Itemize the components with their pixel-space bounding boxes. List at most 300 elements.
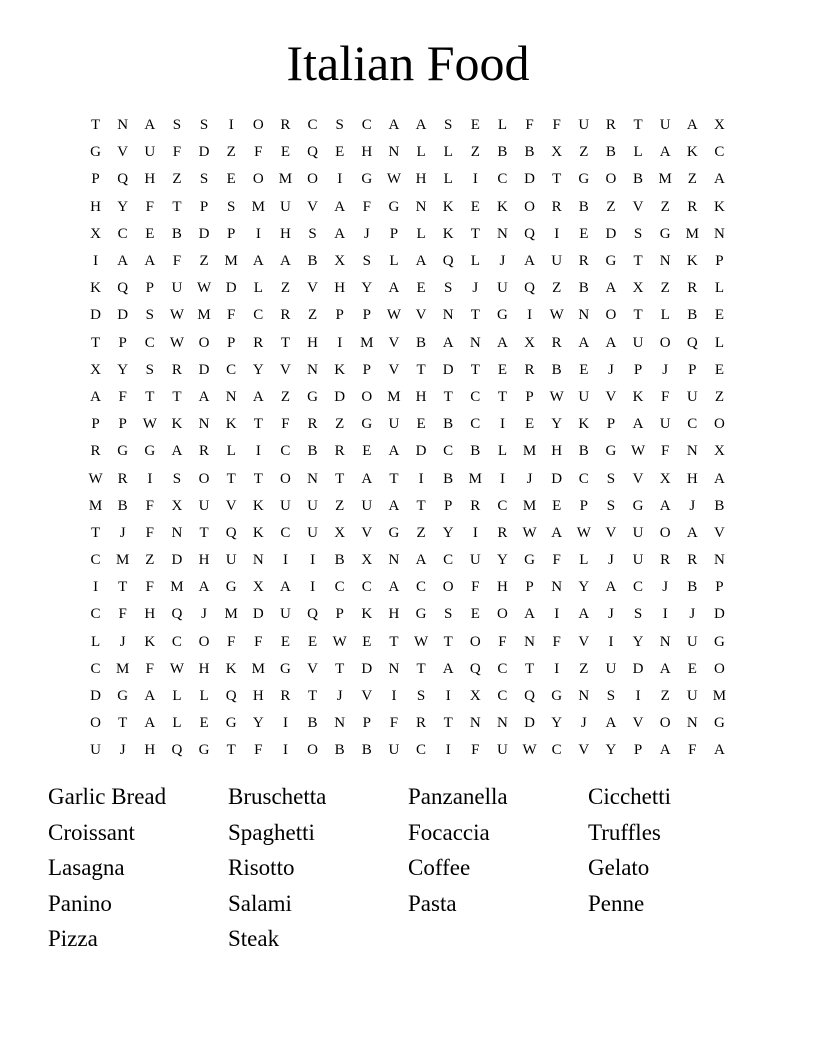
grid-letter[interactable]: R [497, 524, 508, 541]
grid-letter[interactable]: I [255, 443, 261, 460]
grid-letter[interactable]: P [688, 361, 697, 378]
grid-letter[interactable]: S [145, 307, 154, 324]
grid-letter[interactable]: G [280, 660, 291, 677]
grid-letter[interactable]: Q [469, 660, 481, 677]
grid-letter[interactable]: S [199, 171, 209, 188]
grid-letter[interactable]: E [714, 361, 725, 378]
grid-letter[interactable]: W [386, 307, 402, 324]
grid-letter[interactable]: B [361, 742, 372, 759]
grid-letter[interactable]: X [334, 253, 346, 270]
grid-letter[interactable]: J [662, 579, 669, 596]
grid-letter[interactable]: P [525, 388, 534, 405]
grid-letter[interactable]: F [118, 388, 127, 405]
grid-letter[interactable]: P [335, 606, 344, 623]
grid-letter[interactable]: E [416, 416, 426, 433]
grid-letter[interactable]: K [686, 253, 698, 270]
grid-letter[interactable]: D [605, 225, 617, 242]
grid-letter[interactable]: F [254, 633, 263, 650]
grid-letter[interactable]: J [689, 606, 696, 623]
grid-letter[interactable]: S [172, 470, 182, 487]
grid-letter[interactable]: X [90, 361, 101, 378]
grid-letter[interactable]: F [389, 715, 399, 732]
grid-letter[interactable]: C [90, 660, 101, 677]
grid-letter[interactable]: M [468, 470, 482, 487]
grid-letter[interactable]: L [253, 280, 263, 297]
grid-letter[interactable]: O [198, 633, 210, 650]
grid-letter[interactable]: V [632, 198, 644, 215]
grid-letter[interactable]: O [361, 388, 373, 405]
grid-letter[interactable]: H [415, 388, 427, 405]
grid-letter[interactable]: U [307, 524, 318, 541]
grid-letter[interactable]: X [551, 144, 563, 161]
grid-letter[interactable]: R [524, 361, 535, 378]
grid-letter[interactable]: U [686, 388, 698, 405]
grid-letter[interactable]: W [142, 416, 157, 433]
grid-letter[interactable]: B [714, 497, 725, 514]
grid-letter[interactable]: C [497, 660, 508, 677]
grid-letter[interactable]: Y [252, 715, 264, 732]
grid-letter[interactable]: K [225, 416, 237, 433]
grid-letter[interactable]: N [469, 334, 481, 351]
grid-letter[interactable]: I [554, 606, 560, 623]
grid-letter[interactable]: X [361, 552, 373, 569]
grid-letter[interactable]: R [687, 552, 698, 569]
grid-letter[interactable]: U [171, 280, 183, 297]
grid-letter[interactable]: T [226, 742, 236, 759]
grid-letter[interactable]: J [119, 633, 126, 650]
grid-letter[interactable]: E [199, 715, 209, 732]
grid-letter[interactable]: L [497, 443, 508, 460]
grid-letter[interactable]: D [442, 361, 454, 378]
grid-letter[interactable]: C [307, 117, 318, 134]
grid-letter[interactable]: G [415, 606, 427, 623]
grid-letter[interactable]: N [714, 552, 725, 569]
grid-letter[interactable]: N [198, 416, 210, 433]
grid-letter[interactable]: O [714, 660, 725, 677]
grid-letter[interactable]: N [415, 198, 427, 215]
grid-letter[interactable]: S [606, 688, 616, 705]
grid-letter[interactable]: E [307, 633, 318, 650]
grid-letter[interactable]: O [659, 715, 671, 732]
grid-letter[interactable]: L [714, 280, 725, 297]
grid-letter[interactable]: A [659, 144, 671, 161]
grid-letter[interactable]: H [144, 742, 156, 759]
grid-letter[interactable]: G [225, 715, 237, 732]
grid-letter[interactable]: C [578, 470, 589, 487]
grid-letter[interactable]: L [660, 307, 670, 324]
grid-letter[interactable]: O [442, 579, 454, 596]
grid-letter[interactable]: B [497, 144, 508, 161]
grid-letter[interactable]: C [361, 579, 372, 596]
grid-letter[interactable]: J [119, 524, 126, 541]
grid-letter[interactable]: Y [117, 361, 129, 378]
grid-letter[interactable]: D [551, 470, 563, 487]
grid-letter[interactable]: A [144, 688, 156, 705]
grid-letter[interactable]: V [225, 497, 237, 514]
grid-letter[interactable]: C [144, 334, 155, 351]
grid-letter[interactable]: A [144, 117, 156, 134]
grid-letter[interactable]: X [632, 280, 644, 297]
grid-letter[interactable]: S [227, 198, 236, 215]
grid-letter[interactable]: I [635, 688, 641, 705]
grid-letter[interactable]: A [144, 253, 156, 270]
grid-letter[interactable]: Y [361, 280, 373, 297]
grid-letter[interactable]: Z [552, 280, 562, 297]
grid-letter[interactable]: P [362, 715, 371, 732]
grid-letter[interactable]: K [90, 280, 101, 297]
grid-letter[interactable]: C [117, 225, 128, 242]
grid-letter[interactable]: K [334, 361, 346, 378]
grid-letter[interactable]: N [686, 443, 698, 460]
grid-letter[interactable]: G [578, 171, 590, 188]
grid-letter[interactable]: Q [171, 606, 183, 623]
grid-letter[interactable]: C [280, 524, 291, 541]
grid-letter[interactable]: Y [605, 742, 617, 759]
grid-letter[interactable]: I [147, 470, 153, 487]
grid-letter[interactable]: V [605, 524, 617, 541]
grid-letter[interactable]: I [445, 742, 451, 759]
grid-letter[interactable]: Z [307, 307, 318, 324]
grid-letter[interactable]: A [686, 117, 698, 134]
grid-letter[interactable]: A [388, 579, 400, 596]
grid-letter[interactable]: D [198, 144, 210, 161]
grid-letter[interactable]: E [335, 144, 345, 161]
grid-letter[interactable]: A [524, 606, 535, 623]
grid-letter[interactable]: T [497, 388, 508, 405]
grid-letter[interactable]: S [633, 225, 643, 242]
grid-letter[interactable]: C [497, 688, 508, 705]
grid-letter[interactable]: Z [606, 198, 616, 215]
grid-letter[interactable]: P [633, 742, 643, 759]
grid-letter[interactable]: C [714, 144, 725, 161]
grid-letter[interactable]: T [253, 416, 263, 433]
grid-letter[interactable]: L [470, 253, 480, 270]
grid-letter[interactable]: Z [660, 688, 670, 705]
grid-letter[interactable]: G [388, 198, 400, 215]
grid-letter[interactable]: Q [117, 280, 129, 297]
grid-letter[interactable]: T [280, 334, 291, 351]
grid-letter[interactable]: P [199, 198, 209, 215]
grid-letter[interactable]: E [687, 660, 697, 677]
grid-letter[interactable]: V [578, 633, 590, 650]
grid-letter[interactable]: U [469, 552, 481, 569]
grid-letter[interactable]: I [337, 171, 343, 188]
grid-letter[interactable]: I [527, 307, 533, 324]
grid-letter[interactable]: C [334, 579, 345, 596]
grid-letter[interactable]: K [252, 497, 264, 514]
grid-letter[interactable]: B [551, 361, 562, 378]
grid-letter[interactable]: U [686, 633, 698, 650]
grid-letter[interactable]: A [551, 524, 563, 541]
grid-letter[interactable]: W [522, 742, 537, 759]
grid-letter[interactable]: T [416, 361, 426, 378]
grid-letter[interactable]: N [225, 388, 237, 405]
grid-letter[interactable]: A [605, 334, 617, 351]
grid-letter[interactable]: C [443, 552, 454, 569]
grid-letter[interactable]: D [415, 443, 427, 460]
grid-letter[interactable]: A [605, 579, 617, 596]
grid-letter[interactable]: A [280, 253, 291, 270]
grid-letter[interactable]: T [633, 253, 643, 270]
grid-letter[interactable]: W [549, 388, 564, 405]
grid-letter[interactable]: L [633, 144, 643, 161]
grid-letter[interactable]: A [90, 388, 101, 405]
grid-letter[interactable]: W [169, 334, 185, 351]
grid-letter[interactable]: P [715, 579, 724, 596]
grid-letter[interactable]: Y [117, 198, 129, 215]
grid-letter[interactable]: I [255, 225, 261, 242]
grid-letter[interactable]: O [90, 715, 101, 732]
grid-letter[interactable]: R [334, 443, 345, 460]
grid-letter[interactable]: T [145, 388, 155, 405]
grid-letter[interactable]: F [471, 742, 480, 759]
grid-letter[interactable]: R [307, 416, 318, 433]
grid-letter[interactable]: D [361, 660, 373, 677]
grid-letter[interactable]: L [497, 117, 508, 134]
grid-letter[interactable]: V [117, 144, 129, 161]
grid-letter[interactable]: T [470, 361, 480, 378]
grid-letter[interactable]: B [578, 198, 589, 215]
grid-letter[interactable]: U [280, 198, 291, 215]
grid-letter[interactable]: A [415, 253, 427, 270]
grid-letter[interactable]: W [549, 307, 564, 324]
grid-letter[interactable]: K [497, 198, 508, 215]
grid-letter[interactable]: Y [578, 579, 590, 596]
grid-letter[interactable]: G [714, 715, 725, 732]
grid-letter[interactable]: S [172, 117, 182, 134]
grid-letter[interactable]: A [659, 742, 671, 759]
grid-letter[interactable]: I [228, 117, 234, 134]
grid-letter[interactable]: U [144, 144, 156, 161]
grid-letter[interactable]: A [334, 198, 346, 215]
grid-letter[interactable]: F [227, 633, 236, 650]
grid-letter[interactable]: T [90, 524, 101, 541]
grid-letter[interactable]: L [443, 171, 453, 188]
grid-letter[interactable]: V [280, 361, 291, 378]
grid-letter[interactable]: V [578, 742, 590, 759]
grid-letter[interactable]: T [90, 117, 101, 134]
grid-letter[interactable]: H [144, 606, 156, 623]
grid-letter[interactable]: I [662, 606, 668, 623]
grid-letter[interactable]: F [525, 117, 534, 134]
grid-letter[interactable]: J [336, 688, 343, 705]
grid-letter[interactable]: N [524, 633, 535, 650]
grid-letter[interactable]: E [362, 633, 372, 650]
grid-letter[interactable]: V [605, 388, 617, 405]
grid-letter[interactable]: S [606, 497, 616, 514]
grid-letter[interactable]: C [497, 171, 508, 188]
grid-letter[interactable]: P [227, 225, 236, 242]
grid-letter[interactable]: S [633, 606, 643, 623]
grid-letter[interactable]: U [90, 742, 101, 759]
grid-letter[interactable]: A [415, 552, 427, 569]
grid-letter[interactable]: I [282, 552, 288, 569]
grid-letter[interactable]: V [307, 198, 318, 215]
grid-letter[interactable]: W [386, 171, 402, 188]
grid-letter[interactable]: V [307, 660, 318, 677]
grid-letter[interactable]: F [498, 633, 507, 650]
grid-letter[interactable]: J [608, 361, 614, 378]
grid-letter[interactable]: V [632, 715, 644, 732]
grid-letter[interactable]: Z [579, 660, 589, 677]
grid-letter[interactable]: N [307, 470, 318, 487]
grid-letter[interactable]: C [633, 579, 644, 596]
grid-letter[interactable]: B [307, 715, 318, 732]
grid-letter[interactable]: O [307, 742, 318, 759]
grid-letter[interactable]: Z [470, 144, 480, 161]
grid-letter[interactable]: I [310, 579, 316, 596]
grid-letter[interactable]: U [497, 742, 508, 759]
grid-letter[interactable]: A [524, 253, 535, 270]
grid-letter[interactable]: B [578, 443, 589, 460]
grid-letter[interactable]: N [252, 552, 264, 569]
grid-letter[interactable]: N [388, 144, 400, 161]
grid-letter[interactable]: D [225, 280, 237, 297]
grid-letter[interactable]: N [497, 225, 508, 242]
grid-letter[interactable]: A [388, 280, 400, 297]
grid-letter[interactable]: I [608, 633, 614, 650]
grid-letter[interactable]: L [443, 144, 453, 161]
grid-letter[interactable]: R [117, 470, 128, 487]
grid-letter[interactable]: C [90, 606, 101, 623]
grid-letter[interactable]: M [224, 606, 238, 623]
grid-letter[interactable]: T [470, 307, 480, 324]
grid-letter[interactable]: N [469, 715, 481, 732]
grid-letter[interactable]: X [469, 688, 481, 705]
grid-letter[interactable]: A [388, 497, 400, 514]
grid-letter[interactable]: S [606, 470, 616, 487]
grid-letter[interactable]: R [578, 253, 589, 270]
grid-letter[interactable]: M [251, 660, 265, 677]
grid-letter[interactable]: E [226, 171, 236, 188]
grid-letter[interactable]: Q [225, 688, 237, 705]
grid-letter[interactable]: F [227, 307, 236, 324]
grid-letter[interactable]: I [554, 225, 560, 242]
grid-letter[interactable]: I [282, 715, 288, 732]
grid-letter[interactable]: Q [442, 253, 454, 270]
grid-letter[interactable]: B [605, 144, 616, 161]
grid-letter[interactable]: K [361, 606, 373, 623]
grid-letter[interactable]: D [198, 361, 210, 378]
grid-letter[interactable]: W [169, 307, 185, 324]
grid-letter[interactable]: D [198, 225, 210, 242]
grid-letter[interactable]: A [605, 715, 617, 732]
grid-letter[interactable]: A [442, 660, 454, 677]
grid-letter[interactable]: E [470, 606, 480, 623]
grid-letter[interactable]: G [361, 171, 373, 188]
grid-letter[interactable]: R [171, 361, 182, 378]
grid-letter[interactable]: M [522, 497, 537, 514]
grid-letter[interactable]: F [118, 606, 127, 623]
grid-letter[interactable]: Y [551, 715, 563, 732]
grid-letter[interactable]: Z [280, 280, 291, 297]
grid-letter[interactable]: U [280, 497, 291, 514]
grid-letter[interactable]: Y [252, 361, 264, 378]
grid-letter[interactable]: K [144, 633, 156, 650]
grid-letter[interactable]: V [361, 688, 373, 705]
grid-letter[interactable]: G [714, 633, 725, 650]
grid-letter[interactable]: P [145, 280, 154, 297]
grid-letter[interactable]: C [361, 117, 372, 134]
grid-letter[interactable]: P [715, 253, 724, 270]
grid-letter[interactable]: A [252, 253, 264, 270]
grid-letter[interactable]: Q [171, 742, 183, 759]
grid-letter[interactable]: A [171, 443, 183, 460]
grid-letter[interactable]: Z [660, 280, 670, 297]
grid-letter[interactable]: P [91, 416, 100, 433]
grid-letter[interactable]: G [524, 552, 535, 569]
grid-letter[interactable]: O [605, 171, 617, 188]
grid-letter[interactable]: A [442, 334, 454, 351]
grid-letter[interactable]: D [117, 307, 129, 324]
grid-letter[interactable]: R [605, 117, 616, 134]
grid-letter[interactable]: C [470, 388, 481, 405]
grid-letter[interactable]: M [88, 497, 103, 514]
grid-letter[interactable]: B [524, 144, 535, 161]
grid-letter[interactable]: Q [307, 144, 318, 161]
grid-letter[interactable]: E [280, 144, 291, 161]
grid-letter[interactable]: Z [145, 552, 155, 569]
grid-letter[interactable]: R [280, 307, 291, 324]
grid-letter[interactable]: R [280, 688, 291, 705]
grid-letter[interactable]: E [524, 416, 535, 433]
grid-letter[interactable]: Y [551, 416, 563, 433]
grid-letter[interactable]: I [310, 552, 316, 569]
grid-letter[interactable]: B [117, 497, 128, 514]
grid-letter[interactable]: C [497, 497, 508, 514]
grid-letter[interactable]: A [252, 388, 264, 405]
grid-letter[interactable]: I [337, 334, 343, 351]
grid-letter[interactable]: N [307, 361, 318, 378]
grid-letter[interactable]: O [714, 416, 725, 433]
grid-letter[interactable]: J [201, 606, 207, 623]
grid-letter[interactable]: Q [307, 606, 318, 623]
grid-letter[interactable]: A [714, 470, 725, 487]
grid-letter[interactable]: W [196, 280, 212, 297]
grid-letter[interactable]: N [659, 253, 671, 270]
grid-letter[interactable]: G [659, 225, 671, 242]
grid-letter[interactable]: B [307, 253, 318, 270]
grid-letter[interactable]: S [444, 280, 453, 297]
grid-letter[interactable]: U [632, 334, 644, 351]
grid-letter[interactable]: U [307, 497, 318, 514]
grid-letter[interactable]: K [578, 416, 590, 433]
grid-letter[interactable]: I [391, 688, 397, 705]
grid-letter[interactable]: F [661, 443, 670, 460]
grid-letter[interactable]: J [580, 715, 587, 732]
grid-letter[interactable]: N [171, 524, 183, 541]
grid-letter[interactable]: O [469, 633, 481, 650]
grid-letter[interactable]: C [687, 416, 698, 433]
grid-letter[interactable]: A [714, 171, 725, 188]
grid-letter[interactable]: J [608, 552, 614, 569]
grid-letter[interactable]: N [578, 688, 590, 705]
grid-letter[interactable]: W [413, 633, 429, 650]
grid-letter[interactable]: T [633, 117, 643, 134]
grid-letter[interactable]: U [551, 253, 563, 270]
grid-letter[interactable]: V [714, 524, 725, 541]
grid-letter[interactable]: A [144, 715, 156, 732]
grid-letter[interactable]: T [524, 660, 535, 677]
grid-letter[interactable]: A [659, 497, 671, 514]
grid-letter[interactable]: L [389, 253, 399, 270]
grid-letter[interactable]: F [471, 579, 480, 596]
grid-letter[interactable]: O [659, 334, 671, 351]
grid-letter[interactable]: G [198, 742, 210, 759]
grid-letter[interactable]: V [632, 470, 644, 487]
grid-letter[interactable]: Z [714, 388, 725, 405]
grid-letter[interactable]: B [470, 443, 481, 460]
